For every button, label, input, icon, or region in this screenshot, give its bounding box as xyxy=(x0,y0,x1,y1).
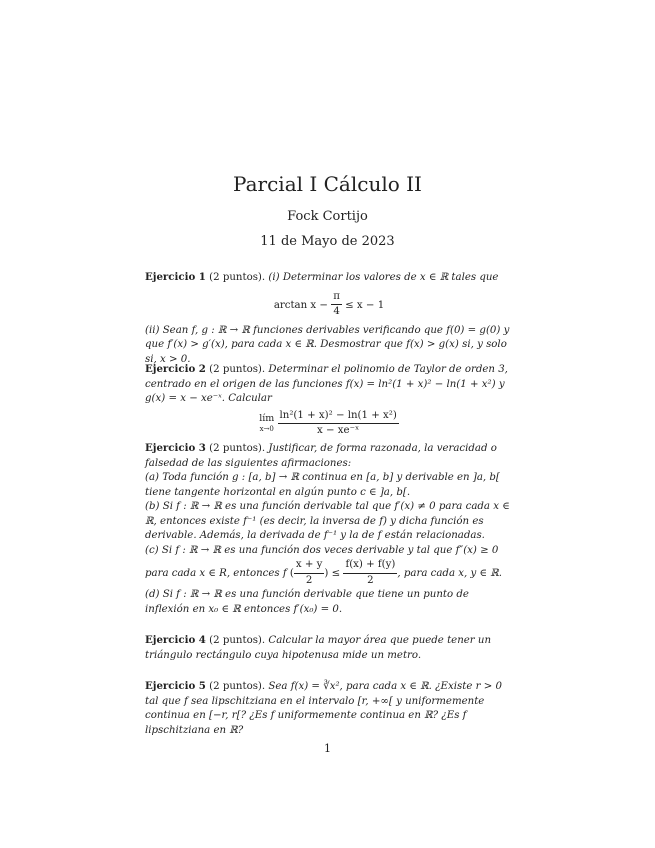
date: 11 de Mayo de 2023 xyxy=(260,234,395,249)
exercise-2 xyxy=(145,362,513,443)
exercise-5-heading: Ejercicio 5 xyxy=(145,680,206,692)
exercise-5-text: Sea f(x) = ∛x², para cada x ∈ ℝ. ¿Existe r > 0 tal que f sea lipschitziana en el intervalo [r, +∞[ y uniformemente continua en [−r, r[? ¿Es f uniformemente continua en ℝ? ¿Es f lipschitziana en ℝ? xyxy=(145,681,502,736)
exercise-2-points: (2 puntos). xyxy=(209,364,266,375)
exercise-1-part-ii: (ii) Sean f, g : ℝ → ℝ funciones derivables verificando que f(0) = g(0) y que f′(x) > g′(x), para cada x ∈ ℝ. Desmostrar que f(x) > g(x) si, y solo si, x > 0. xyxy=(145,324,510,365)
exercise-4-heading: Ejercicio 4 xyxy=(145,634,206,646)
exercise-3-heading: Ejercicio 3 xyxy=(145,442,206,454)
exercise-1-formula xyxy=(145,290,513,320)
statement-d: (d) Si f : ℝ → ℝ es una función derivable que tiene un punto de inflexión en x₀ ∈ ℝ entonces f′(x₀) = 0. xyxy=(145,589,469,615)
exercise-2-limit xyxy=(145,409,513,439)
fraction-denominator: 4 xyxy=(333,306,340,317)
fraction-numerator: π xyxy=(331,290,342,306)
average-fraction xyxy=(343,558,397,588)
formula-left: arctan x − xyxy=(273,299,328,311)
exercise-4-points: (2 puntos). xyxy=(209,635,266,646)
average-denominator: 2 xyxy=(367,574,374,586)
statement-c-relation: ≤ xyxy=(331,568,341,579)
midpoint-fraction xyxy=(294,558,325,588)
midpoint-numerator: x + y xyxy=(294,558,325,574)
document-title: Parcial I Cálculo II xyxy=(233,172,422,196)
limit-subscript: x→0 xyxy=(259,424,274,433)
limit-numerator: ln²(1 + x)² − ln(1 + x²) xyxy=(278,409,399,425)
exercise-1-points: (2 puntos). xyxy=(209,272,266,283)
exercise-5 xyxy=(145,679,513,738)
author: Fock Cortijo xyxy=(287,209,368,224)
average-numerator: f(x) + f(y) xyxy=(343,558,397,574)
exercise-5-points: (2 puntos). xyxy=(209,681,266,692)
formula-right: ≤ x − 1 xyxy=(345,299,385,311)
exercise-2-heading: Ejercicio 2 xyxy=(145,363,206,375)
exercise-4-text: Calcular la mayor área que puede tener un triángulo rectángulo cuya hipotenusa mide un metro. xyxy=(145,635,492,661)
page-number: 1 xyxy=(324,742,331,755)
exercise-3-points: (2 puntos). xyxy=(209,443,266,454)
exercise-2-text: Determinar el polinomio de Taylor de orden 3, centrado en el origen de las funciones f(x) = ln²(1 + x)² − ln(1 + x²) y g(x) = x − xe⁻ˣ. Calcular xyxy=(145,364,508,404)
exercise-4 xyxy=(145,633,513,663)
statement-c: (c) Si f : ℝ → ℝ es una función dos veces derivable y tal que f″(x) ≥ 0 para cada x ∈ R, entonces f ( $\frac{x + y}{2}$ ) ≤ $\frac{f(x) + f(y)}{2}$ , para cada x, y ∈ ℝ. xyxy=(145,544,513,589)
exercise-3 xyxy=(145,441,513,617)
exercise-3-text: Justificar, de forma razonada, la veracidad o falsedad de las siguientes afirmaciones: xyxy=(145,443,497,469)
exercise-1-part-i: (i) Determinar los valores de x ∈ ℝ tales que xyxy=(268,272,499,283)
limit-denominator: x − xe⁻ˣ xyxy=(317,425,360,436)
statement-b: (b) Si f : ℝ → ℝ es una función derivable tal que f′(x) ≠ 0 para cada x ∈ ℝ, entonces existe f⁻¹ (es decir, la inversa de f) y dicha función es derivable. Además, la derivada de f⁻¹ y la de f están relacionadas. xyxy=(145,501,510,541)
midpoint-denominator: 2 xyxy=(305,574,313,586)
statement-a: (a) Toda función g : [a, b] → ℝ continua en [a, b] y derivable en ]a, b[ tiene tangente horizontal en algún punto c ∈ ]a, b[. xyxy=(145,472,500,498)
pi-over-4-fraction xyxy=(331,290,342,320)
limit-symbol: lím xyxy=(259,412,275,424)
exercise-1 xyxy=(145,270,513,367)
exercise-1-heading: Ejercicio 1 xyxy=(145,271,206,283)
statement-c-post: , para cada x, y ∈ ℝ. xyxy=(397,568,502,579)
limit-fraction xyxy=(278,409,399,439)
statement-c-pre: (c) Si f : ℝ → ℝ es una función dos veces derivable y tal que f″(x) ≥ 0 para cada x ∈ R, entonces f xyxy=(145,544,499,579)
limit-operator xyxy=(259,414,274,434)
